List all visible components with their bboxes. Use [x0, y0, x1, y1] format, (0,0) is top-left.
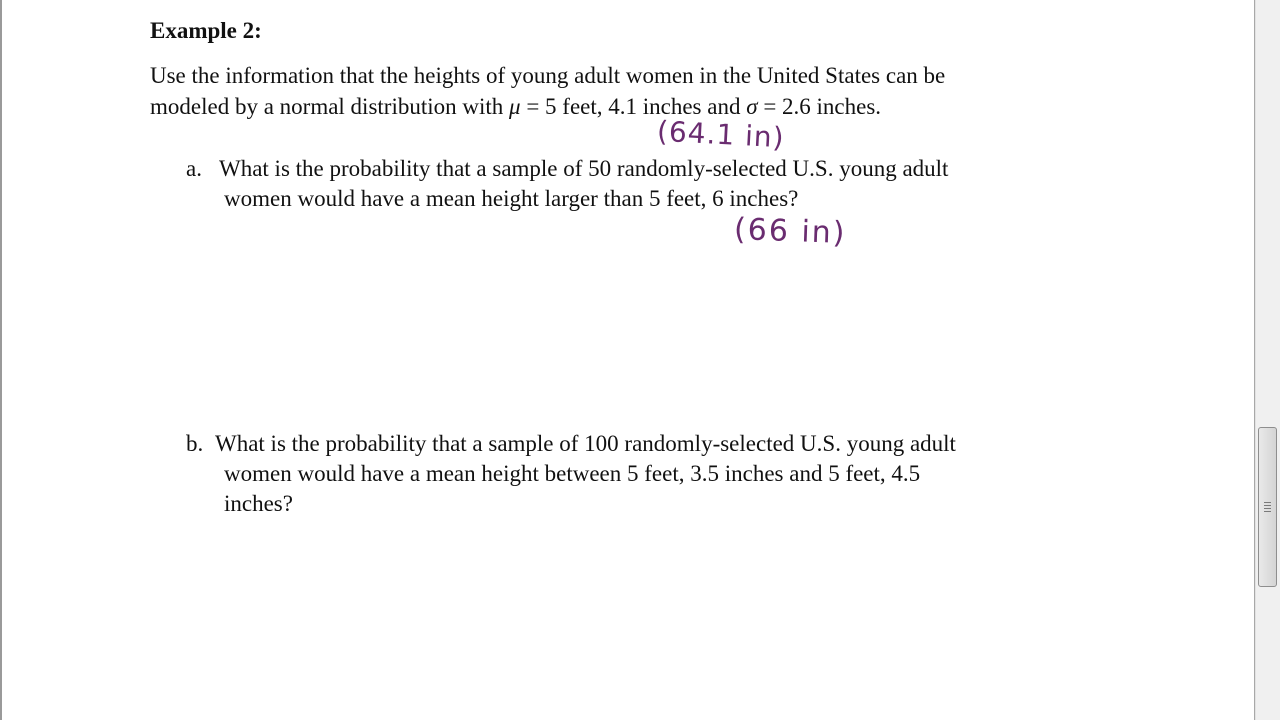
example-heading: Example 2: — [150, 18, 262, 43]
question-b-text-1: What is the probability that a sample of 100 randomly-selected U.S. young adult — [215, 431, 956, 456]
intro-line-1: Use the information that the heights of young adult women in the United States can be — [150, 63, 946, 88]
grip-line — [1264, 511, 1271, 512]
intro-line-2-start: modeled by a normal distribution with — [150, 94, 510, 119]
grip-line — [1264, 505, 1271, 506]
vertical-scrollbar[interactable] — [1255, 0, 1280, 720]
mu-symbol: μ — [509, 94, 521, 119]
handwritten-mean-annotation: (64.1 in) — [656, 114, 786, 155]
intro-line-2-end: = 2.6 inches. — [757, 94, 882, 119]
question-a-label: a. — [186, 156, 202, 181]
question-a-text-1: What is the probability that a sample of 50 randomly-selected U.S. young adult — [219, 156, 949, 181]
question-b-line-1 — [186, 429, 956, 459]
intro-line-2-mid: = 5 feet, 4.1 inches and — [520, 94, 747, 119]
scrollbar-thumb[interactable] — [1258, 427, 1277, 587]
grip-line — [1264, 508, 1271, 509]
sigma-symbol: σ — [746, 94, 758, 119]
question-b-label: b. — [186, 431, 204, 456]
question-a-line-1 — [186, 154, 948, 184]
question-b-line-3: inches? — [224, 491, 293, 516]
question-b-line-2: women would have a mean height between 5 feet, 3.5 inches and 5 feet, 4.5 — [224, 461, 921, 486]
grip-line — [1264, 502, 1271, 503]
question-a-line-2: women would have a mean height larger than 5 feet, 6 inches? — [224, 186, 799, 211]
handwritten-threshold-annotation: (66 in) — [733, 212, 848, 251]
intro-line-2 — [150, 92, 881, 122]
